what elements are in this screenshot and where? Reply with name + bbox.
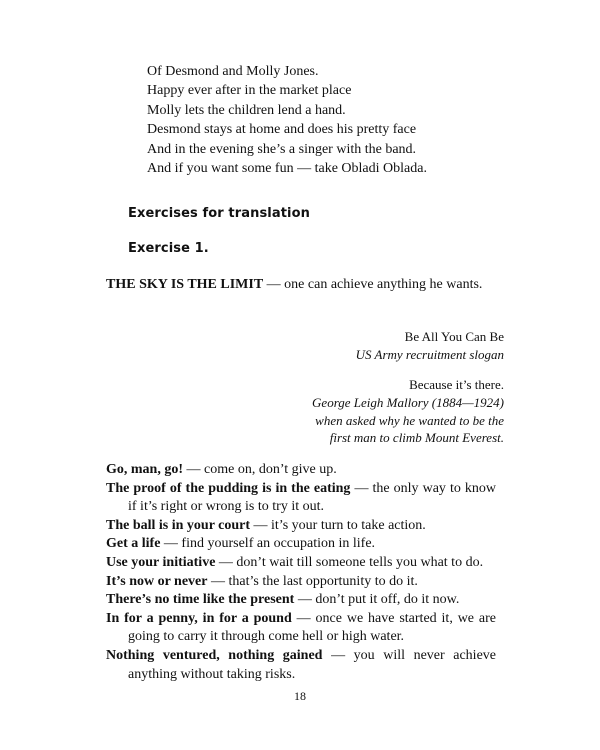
intro-paragraph <box>106 275 496 294</box>
idiom-term: Go, man, go! <box>106 462 183 477</box>
lyric-line: Desmond stays at home and does his pretty face <box>147 122 417 138</box>
song-lyrics <box>147 62 427 178</box>
idiom-term: Get a life <box>106 536 161 552</box>
idiom-term: The ball is in your court <box>106 517 251 533</box>
idiom-list <box>106 461 496 684</box>
idiom-term: There’s no time like the present <box>106 592 295 608</box>
lyric-line: Of Desmond and Molly Jones. <box>147 64 319 79</box>
idiom-definition: — come on, don’t give up. <box>183 462 337 477</box>
idiom-definition: — don’t wait till someone tells you what to do. <box>215 554 484 570</box>
idiom-term: It’s now or never <box>106 573 208 589</box>
quote-attribution: George Leigh Mallory (1884—1924) <box>312 394 504 410</box>
idiom-term: Nothing ventured, nothing gained <box>106 647 323 663</box>
epigraph-quote <box>312 376 504 447</box>
idiom-definition: — that’s the last opportunity to do it. <box>207 573 418 589</box>
idiom-item <box>106 554 496 573</box>
quote-attribution: first man to climb Mount Everest. <box>329 430 504 446</box>
quote-text: Be All You Can Be <box>404 329 504 344</box>
intro-definition: — one can achieve anything he wants. <box>263 277 483 292</box>
idiom-definition: — once we have started it, we are going to carry it through come hell or high water. <box>128 610 496 645</box>
epigraph-quote <box>356 328 504 364</box>
idiom-definition: — find yourself an occupation in life. <box>160 536 376 552</box>
lyric-line: And in the evening she’s a singer with the band. <box>147 141 417 157</box>
idiom-definition: — don’t put it off, do it now. <box>294 592 460 608</box>
idiom-definition: — you will never achieve anything without taking risks. <box>128 647 496 682</box>
lyric-line: And if you want some fun — take Obladi Oblada. <box>147 161 427 177</box>
idiom-term: In for a penny, in for a pound <box>106 610 292 626</box>
idiom-definition: — the only way to know if it’s right or wrong is to try it out. <box>128 480 496 515</box>
idiom-term: Use your initiative <box>106 554 216 570</box>
lyric-line: Molly lets the children lend a hand. <box>147 102 346 118</box>
quote-attribution: US Army recruitment slogan <box>355 346 504 362</box>
idiom-item <box>106 610 496 647</box>
idiom-item <box>106 480 496 517</box>
exercise-heading: Exercise 1. <box>128 241 209 256</box>
idiom-item <box>106 461 496 480</box>
page-number: 18 <box>294 689 306 703</box>
idiom-item <box>106 535 496 554</box>
idiom-item <box>106 517 496 536</box>
section-heading: Exercises for translation <box>128 206 310 221</box>
quote-text: Because it’s there. <box>409 377 504 392</box>
idiom-item <box>106 591 496 610</box>
quote-attribution: when asked why he wanted to be the <box>315 412 504 428</box>
idiom-term: The proof of the pudding is in the eating <box>106 480 351 496</box>
idiom-definition: — it’s your turn to take action. <box>250 517 426 533</box>
intro-term: THE SKY IS THE LIMIT <box>106 277 264 292</box>
idiom-item <box>106 647 496 684</box>
lyric-line: Happy ever after in the market place <box>147 83 352 99</box>
idiom-item <box>106 573 496 592</box>
